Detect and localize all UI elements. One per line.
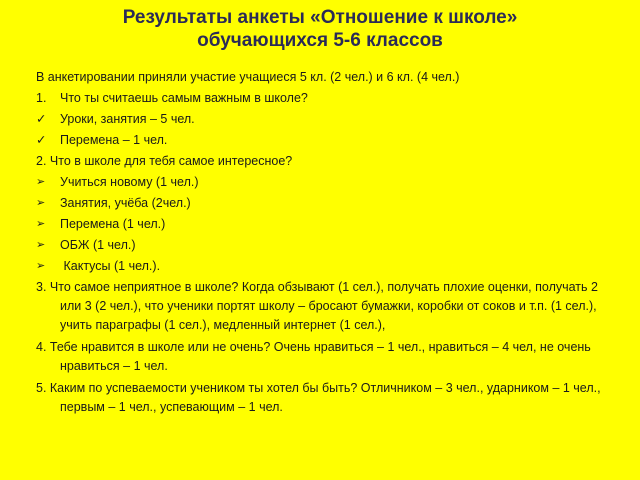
- answer-text: Занятия, учёба (2чел.): [60, 196, 191, 210]
- answer-text: ОБЖ (1 чел.): [60, 238, 136, 252]
- answer-text: Уроки, занятия – 5 чел.: [60, 112, 195, 126]
- question-number: 1.: [36, 91, 47, 105]
- answer-text: Перемена – 1 чел.: [60, 133, 168, 147]
- list-item: [36, 131, 616, 150]
- answer-text: Перемена (1 чел.): [60, 217, 166, 231]
- list-item: [36, 257, 616, 276]
- question-5-text: 5. Каким по успеваемости учеником ты хотел бы быть? Отличником – 3 чел., ударником – 1 чел., первым – 1 чел., успевающим – 1 чел.: [36, 381, 601, 414]
- title-line-2: обучающихся 5-6 классов: [197, 30, 443, 51]
- title-line-1: Результаты анкеты «Отношение к школе»: [122, 7, 518, 28]
- page-title: [0, 6, 640, 52]
- checkmark-icon: ✓: [36, 112, 47, 126]
- question-4-text: 4. Тебе нравится в школе или не очень? Очень нравиться – 1 чел., нравиться – 4 чел, не очень нравиться – 1 чел.: [36, 340, 591, 373]
- question-3-text: 3. Что самое неприятное в школе? Когда обзывают (1 сел.), получать плохие оценки, получать 2 или 3 (2 чел.), что ученики портят школу – бросают бумажки, коробки от соков и т.п. (1 сел.), учить параграфы (1 сел.), медленный интернет (1 сел.),: [36, 280, 598, 332]
- arrow-bullet-icon: ➢: [36, 260, 46, 272]
- arrow-bullet-icon: ➢: [36, 239, 46, 251]
- checkmark-icon: ✓: [36, 133, 47, 147]
- list-item: [36, 173, 616, 192]
- answer-text: Кактусы (1 чел.).: [60, 259, 161, 273]
- list-item: [36, 110, 616, 129]
- question-1: [36, 89, 616, 108]
- survey-content: [36, 68, 616, 420]
- arrow-bullet-icon: ➢: [36, 218, 46, 230]
- question-1-text: Что ты считаешь самым важным в школе?: [60, 91, 308, 105]
- answer-text: Учиться новому (1 чел.): [60, 175, 199, 189]
- intro-text: В анкетировании приняли участие учащиеся 5 кл. (2 чел.) и 6 кл. (4 чел.): [36, 70, 460, 84]
- list-item: [36, 194, 616, 213]
- arrow-bullet-icon: ➢: [36, 176, 46, 188]
- list-item: [36, 215, 616, 234]
- question-2-text: 2. Что в школе для тебя самое интересное?: [36, 154, 293, 168]
- list-item: [36, 236, 616, 255]
- arrow-bullet-icon: ➢: [36, 197, 46, 209]
